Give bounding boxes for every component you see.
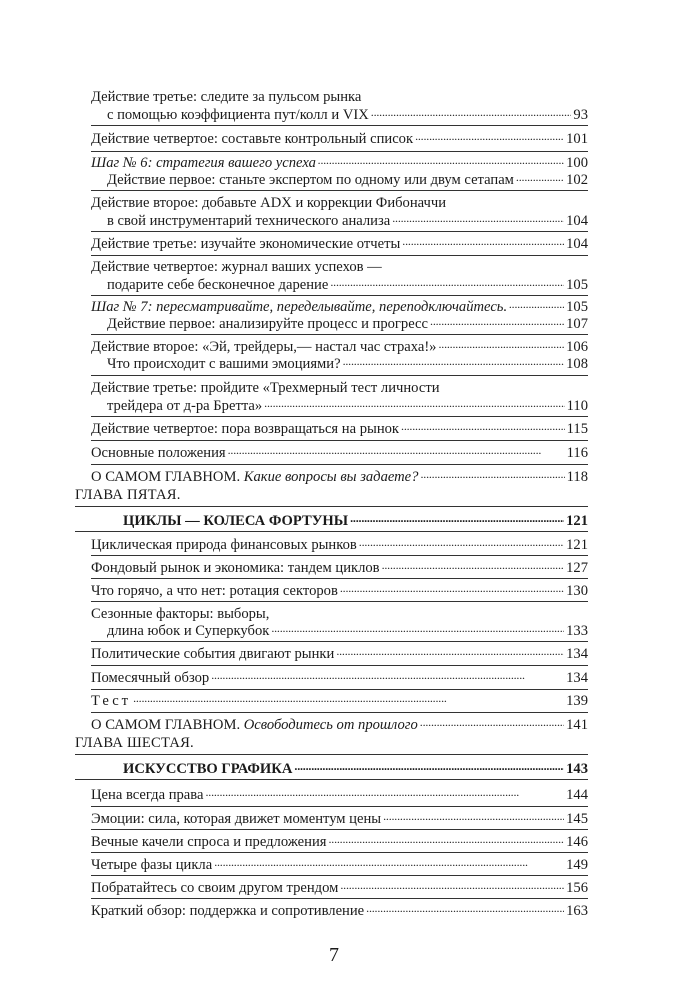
dot-leader (318, 152, 564, 169)
toc-page-number: 105 (566, 299, 588, 315)
dot-leader (328, 831, 564, 848)
toc-entry-text: Действие третье: следите за пульсом рынка (91, 89, 362, 105)
toc-summary-entry (91, 714, 588, 734)
toc-entry-text: в свой инструментарий технического анализа (107, 213, 391, 229)
dot-leader (336, 643, 564, 660)
toc-entry (107, 313, 588, 333)
toc-entry (91, 667, 588, 687)
entry-divider (91, 578, 588, 579)
toc-entry (91, 784, 588, 804)
toc-page-number: 134 (566, 646, 588, 662)
dot-leader (420, 466, 564, 483)
entry-divider (91, 829, 588, 830)
entry-divider (91, 440, 588, 441)
toc-entry-text: Тест (91, 693, 132, 709)
entry-divider (91, 806, 588, 807)
dot-leader (438, 336, 564, 353)
toc-entry (107, 169, 588, 189)
toc-entry-text: Эмоции: сила, которая движет моментум цены (91, 811, 382, 827)
toc-page-number: 102 (566, 172, 588, 188)
dot-leader (330, 274, 564, 291)
summary-subtitle: Освободитесь от прошлого (243, 717, 418, 733)
toc-page-number: 144 (566, 787, 588, 803)
toc-page-number: 121 (566, 513, 588, 529)
entry-divider (91, 125, 588, 126)
dot-leader (509, 296, 564, 313)
toc-entry-text: Действие третье: пройдите «Трехмерный тест личности (91, 380, 440, 396)
toc-entry-text: Действие четвертое: составьте контрольный список (91, 131, 414, 147)
toc-entry (91, 580, 588, 600)
toc-entry-line1 (91, 377, 588, 397)
toc-page-number: 149 (566, 857, 588, 873)
toc-entry-text: Действие четвертое: журнал ваших успехов — (91, 259, 382, 275)
toc-entry-text (91, 717, 418, 734)
dot-leader (359, 534, 564, 551)
dot-leader (340, 580, 564, 597)
toc-page-number: 143 (566, 761, 588, 777)
toc-page-number: 105 (566, 277, 588, 293)
toc-entry-text: Цена всегда права (91, 787, 204, 803)
entry-divider (91, 416, 588, 417)
toc-page-number: 141 (566, 717, 588, 733)
dot-leader (382, 557, 565, 574)
toc-page-number: 107 (566, 316, 588, 332)
dot-leader (402, 233, 564, 250)
toc-entry (91, 900, 588, 920)
chapter-divider (75, 531, 588, 532)
toc-summary-entry (91, 466, 588, 486)
entry-divider (91, 190, 588, 191)
toc-entry-text: длина юбок и Суперкубок (107, 623, 270, 639)
chapter-title-entry (123, 758, 588, 778)
toc-page-number: 134 (566, 670, 588, 686)
toc-page-number: 93 (573, 107, 588, 123)
toc-entry (91, 808, 588, 828)
dot-leader (271, 620, 564, 637)
toc-entry-line1 (91, 86, 588, 106)
toc-entry-text: трейдера от д-ра Бретта» (107, 398, 263, 414)
toc-page-number: 133 (566, 623, 588, 639)
toc-page-number: 130 (566, 583, 588, 599)
chapter-divider (75, 779, 588, 780)
toc-entry (91, 690, 588, 710)
toc-page-number: 116 (566, 445, 588, 461)
toc-page-number: 121 (566, 537, 588, 553)
toc-entry (91, 128, 588, 148)
toc-entry (91, 854, 588, 874)
toc-entry-text: Действие второе: «Эй, трейдеры,— настал час страха!» (91, 339, 437, 355)
entry-divider (91, 601, 588, 602)
dot-leader (371, 104, 572, 121)
dot-leader (383, 808, 564, 825)
toc-entry-text: Политические события двигают рынки (91, 646, 335, 662)
dot-leader (343, 353, 565, 370)
toc-entry-text: Что горячо, а что нет: ротация секторов (91, 583, 338, 599)
toc-entry-text: Помесячный обзор (91, 670, 210, 686)
chapter-title: ИСКУССТВО ГРАФИКА (123, 761, 293, 777)
toc-entry-text: Фондовый рынок и экономика: тандем циклов (91, 560, 380, 576)
summary-prefix: О САМОМ ГЛАВНОМ. (91, 469, 244, 485)
toc-page-number: 145 (566, 811, 588, 827)
toc-entry-line1 (91, 256, 588, 276)
chapter-label: ГЛАВА ПЯТАЯ. (75, 487, 181, 503)
toc-page-number: 127 (566, 560, 588, 576)
toc-page-number: 146 (566, 834, 588, 850)
toc-entry-text: подарите себе бесконечное дарение (107, 277, 329, 293)
toc-entry (107, 274, 588, 294)
summary-prefix: О САМОМ ГЛАВНОМ. (91, 717, 244, 733)
dot-leader (264, 395, 564, 412)
entry-divider (91, 464, 588, 465)
toc-entry (91, 442, 588, 462)
toc-entry (107, 620, 588, 640)
toc-entry-text: Сезонные факторы: выборы, (91, 606, 270, 622)
toc-entry-text: Шаг № 6: стратегия вашего успеха (91, 155, 316, 171)
toc-entry-text: Вечные качели спроса и предложения (91, 834, 327, 850)
entry-divider (91, 852, 588, 853)
toc-entry-text: Действие четвертое: пора возвращаться на рынок (91, 421, 400, 437)
toc-entry (91, 831, 588, 851)
toc-page-number: 163 (566, 903, 588, 919)
dot-leader (516, 169, 564, 186)
page-number: 7 (329, 944, 339, 966)
dot-leader (401, 418, 565, 435)
entry-divider (91, 875, 588, 876)
entry-divider (91, 334, 588, 335)
toc-entry (107, 210, 588, 230)
toc-page-number: 108 (566, 356, 588, 372)
toc-entry-text: Действие первое: анализируйте процесс и прогресс (107, 316, 429, 332)
entry-divider (91, 231, 588, 232)
toc-page-number: 118 (566, 469, 588, 485)
toc-entry (91, 418, 588, 438)
dot-leader (228, 442, 565, 459)
toc-entry (91, 233, 588, 253)
toc-entry (107, 353, 588, 373)
summary-subtitle: Какие вопросы вы задаете? (243, 469, 419, 485)
toc-entry-text: Действие третье: изучайте экономические отчеты (91, 236, 401, 252)
toc-entry-text: с помощью коэффициента пут/колл и VIX (107, 107, 369, 123)
entry-divider (91, 898, 588, 899)
toc-entry-line1 (91, 192, 588, 212)
chapter-divider (75, 754, 588, 755)
toc-page-number: 104 (566, 213, 588, 229)
toc-entry-text (91, 469, 418, 486)
toc-page-number: 104 (566, 236, 588, 252)
toc-entry (91, 877, 588, 897)
toc-entry (107, 104, 588, 124)
dot-leader (211, 667, 564, 684)
dot-leader (430, 313, 564, 330)
toc-entry (91, 534, 588, 554)
toc-page-number: 156 (566, 880, 588, 896)
chapter-title-entry (123, 510, 588, 530)
entry-divider (91, 555, 588, 556)
dot-leader (294, 758, 564, 775)
dot-leader (340, 877, 564, 894)
dot-leader (366, 900, 564, 917)
toc-page-number: 101 (566, 131, 588, 147)
toc-entry-text: Основные положения (91, 445, 226, 461)
dot-leader (420, 714, 564, 731)
toc-entry-text: Действие второе: добавьте ADX и коррекции Фибоначчи (91, 195, 447, 211)
entry-divider (91, 641, 588, 642)
chapter-divider (75, 506, 588, 507)
dot-leader (350, 510, 564, 527)
toc-entry (91, 643, 588, 663)
toc-entry-text: Четыре фазы цикла (91, 857, 213, 873)
entry-divider (91, 665, 588, 666)
toc-entry-text: Побратайтесь со своим другом трендом (91, 880, 339, 896)
toc-entry (107, 395, 588, 415)
toc-page-number: 139 (566, 693, 588, 709)
dot-leader (205, 784, 564, 801)
entry-divider (91, 375, 588, 376)
toc-entry (91, 557, 588, 577)
dot-leader (392, 210, 564, 227)
toc-page-number: 106 (566, 339, 588, 355)
toc-entry-text: Что происходит с вашими эмоциями? (107, 356, 341, 372)
chapter-title: ЦИКЛЫ — КОЛЕСА ФОРТУНЫ (123, 513, 349, 529)
dot-leader (133, 690, 564, 707)
toc-page-number: 100 (566, 155, 588, 171)
toc-entry-text: Краткий обзор: поддержка и сопротивление (91, 903, 365, 919)
dot-leader (214, 854, 564, 871)
toc-entry-text: Циклическая природа финансовых рынков (91, 537, 357, 553)
toc-entry-text: Шаг № 7: пересматривайте, переделывайте, переподключайтесь. (91, 299, 508, 315)
toc-page-number: 115 (566, 421, 588, 437)
dot-leader (415, 128, 564, 145)
entry-divider (91, 712, 588, 713)
toc-page-number: 110 (566, 398, 588, 414)
chapter-label: ГЛАВА ШЕСТАЯ. (75, 735, 194, 751)
toc-entry-text: Действие первое: станьте экспертом по одному или двум сетапам (107, 172, 514, 188)
